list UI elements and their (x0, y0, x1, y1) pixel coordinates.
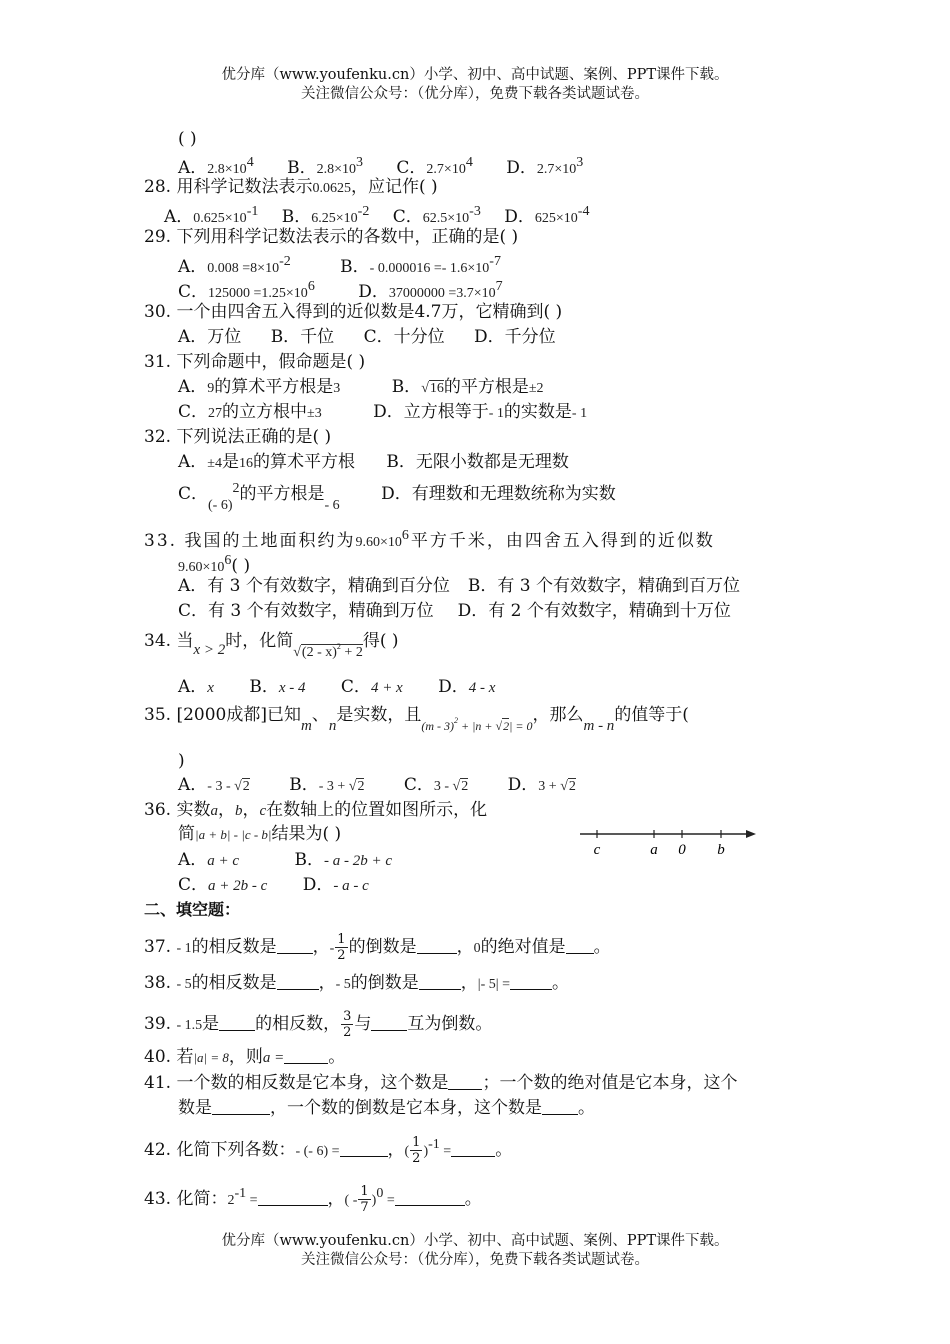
axis-label-0: 0 (678, 842, 686, 858)
q41-line-2: 数是 ，一个数的倒数是它本身，这个数是 。 (178, 1098, 595, 1118)
axis-label-a: a (650, 842, 658, 858)
q33-options-ab: A．有 3 个有效数字，精确到百分位 B．有 3 个有效数字，精确到百万位 (178, 576, 741, 596)
q43-blank-1[interactable] (258, 1189, 328, 1206)
q42: 42. 化简下列各数：- (- 6) = ，( $\frac{1}{2}$ )$^{-1}$ = 。 (144, 1135, 513, 1166)
q35-options: A．- 3 - √2 B．- 3 + √2 C．3 - √2 D．3 + √2 (178, 775, 576, 795)
page-footer (0, 1232, 950, 1270)
q36-options-cd: C．a + 2b - c D．- a - c (178, 875, 369, 895)
q27-options: A．$2.8\times 10^4$ B．$2.8\times 10^3$ C．$2.7\times 10^4$ D．$2.7\times 10^3$ (178, 155, 584, 178)
q28-stem: 28. 用科学记数法表示0.0625，应记作( ) (144, 177, 438, 197)
q42-blank-2[interactable] (451, 1140, 495, 1157)
q36-options-ab: A．a + c B．- a - 2b + c (178, 850, 392, 870)
header-line-2: 关注微信公众号：（优分库），免费下载各类试题试卷。 (301, 86, 649, 102)
q43: 43. 化简：$2^{-1}$ = ，( - $\frac{1}{7}$ )$^0$ = 。 (144, 1184, 482, 1215)
q37: 37. - 1的相反数是 ，- $\frac{1}{2}$ 的倒数是 ，0的绝对值是 。 (144, 932, 611, 963)
number-line-arrow (746, 830, 756, 838)
q32-stem: 32. 下列说法正确的是( ) (144, 427, 332, 447)
q31-stem: 31. 下列命题中，假命题是( ) (144, 352, 366, 372)
q37-blank-2[interactable] (417, 937, 457, 954)
q31-options-cd: C．27的立方根中±3 D．立方根等于- 1的实数是- 1 (178, 402, 588, 422)
axis-label-b: b (717, 842, 725, 858)
q33-stem-cont: $9.60\times 10^6$( ) (178, 553, 251, 576)
q29-options-cd: C．$125000 =1.25\times 10^6$ D．$37000000 =3.7\times 10^7$ (178, 279, 503, 302)
q33-stem: 33. 我国的土地面积约为$9.60\times 10^6$平方千米，由四舍五入得到的近似数 (144, 528, 715, 551)
q39-blank-2[interactable] (371, 1014, 407, 1031)
q41-blank-3[interactable] (542, 1098, 578, 1115)
number-line-figure (578, 823, 758, 863)
q30-options: A．万位 B．千位 C．十分位 D．千分位 (178, 327, 556, 347)
q41-blank-2[interactable] (212, 1098, 270, 1115)
q42-blank-1[interactable] (340, 1140, 388, 1157)
q34-options: A．x B．x - 4 C．4 + x D．4 - x (178, 677, 496, 697)
q30-stem: 30. 一个由四舍五入得到的近似数是4.7万，它精确到( ) (144, 302, 563, 322)
q32-options-ab: A．±4是16的算术平方根 B．无限小数都是无理数 (178, 452, 569, 472)
q37-blank-3[interactable] (566, 937, 594, 954)
q39: 39. - 1.5是 的相反数， $\frac{3}{2}$ 与 互为倒数。 (144, 1009, 493, 1040)
section-title-fill-blank: 二、填空题： (144, 900, 241, 919)
header-line-1: 优分库（www.youfenku.cn）小学、初中、高中试题、案例、PPT课件下载。 (221, 67, 729, 83)
q43-blank-2[interactable] (395, 1189, 465, 1206)
q38-blank-3[interactable] (510, 973, 552, 990)
q32-options-cd: C．$_{(- 6)}^2$的平方根是$_{- 6}$ D．有理数和无理数统称为实数 (178, 481, 616, 513)
q27-stem: ( ) (178, 129, 197, 149)
page-header (0, 66, 950, 104)
q34-stem: 34. 当x > 2时，化简$_{√(2 - x)^2 + 2}$得( ) (144, 631, 399, 660)
q36-stem: 36. 实数a，b，c在数轴上的位置如图所示，化 (144, 800, 488, 820)
q38: 38. - 5的相反数是 ，- 5的倒数是 ，|- 5| = 。 (144, 973, 569, 993)
q29-stem: 29. 下列用科学记数法表示的各数中，正确的是( ) (144, 227, 519, 247)
q39-blank-1[interactable] (219, 1014, 255, 1031)
footer-line-1: 优分库（www.youfenku.cn）小学、初中、高中试题、案例、PPT课件下载。 (221, 1233, 729, 1249)
q37-blank-1[interactable] (277, 937, 313, 954)
q35-stem: 35. [2000成都]已知m、n是实数，且$_{(m - 3)^2 + |n + √2| = 0}$，那么m - n的值等于( (144, 705, 689, 734)
q28-options: A．$0.625\times 10^{-1}$ B．$6.25\times 10^{-2}$ C．$62.5\times 10^{-3}$ D．$625\times 10^{-4}$ (164, 204, 590, 227)
q36-stem-cont: 简|a + b| - |c - b|结果为( ) (178, 824, 342, 844)
axis-label-c: c (593, 842, 601, 858)
q40-blank[interactable] (284, 1047, 328, 1064)
q41-blank-1[interactable] (448, 1073, 482, 1090)
q33-options-cd: C．有 3 个有效数字，精确到万位 D．有 2 个有效数字，精确到十万位 (178, 601, 731, 621)
q38-blank-1[interactable] (277, 973, 319, 990)
q35-close: ) (178, 751, 185, 771)
q41-line-1: 41. 一个数的相反数是它本身，这个数是 ；一个数的绝对值是它本身，这个 (144, 1073, 738, 1093)
footer-line-2: 关注微信公众号：（优分库），免费下载各类试题试卷。 (301, 1252, 649, 1268)
q40: 40. 若|a| = 8，则a = 。 (144, 1047, 346, 1067)
q31-options-ab: A．9的算术平方根是3 B．√16的平方根是±2 (178, 377, 544, 397)
q29-options-ab: A．$0.008 =8\times 10^{-2}$ B．- $0.000016 =- 1.6\times 10^{-7}$ (178, 254, 501, 277)
q38-blank-2[interactable] (419, 973, 461, 990)
